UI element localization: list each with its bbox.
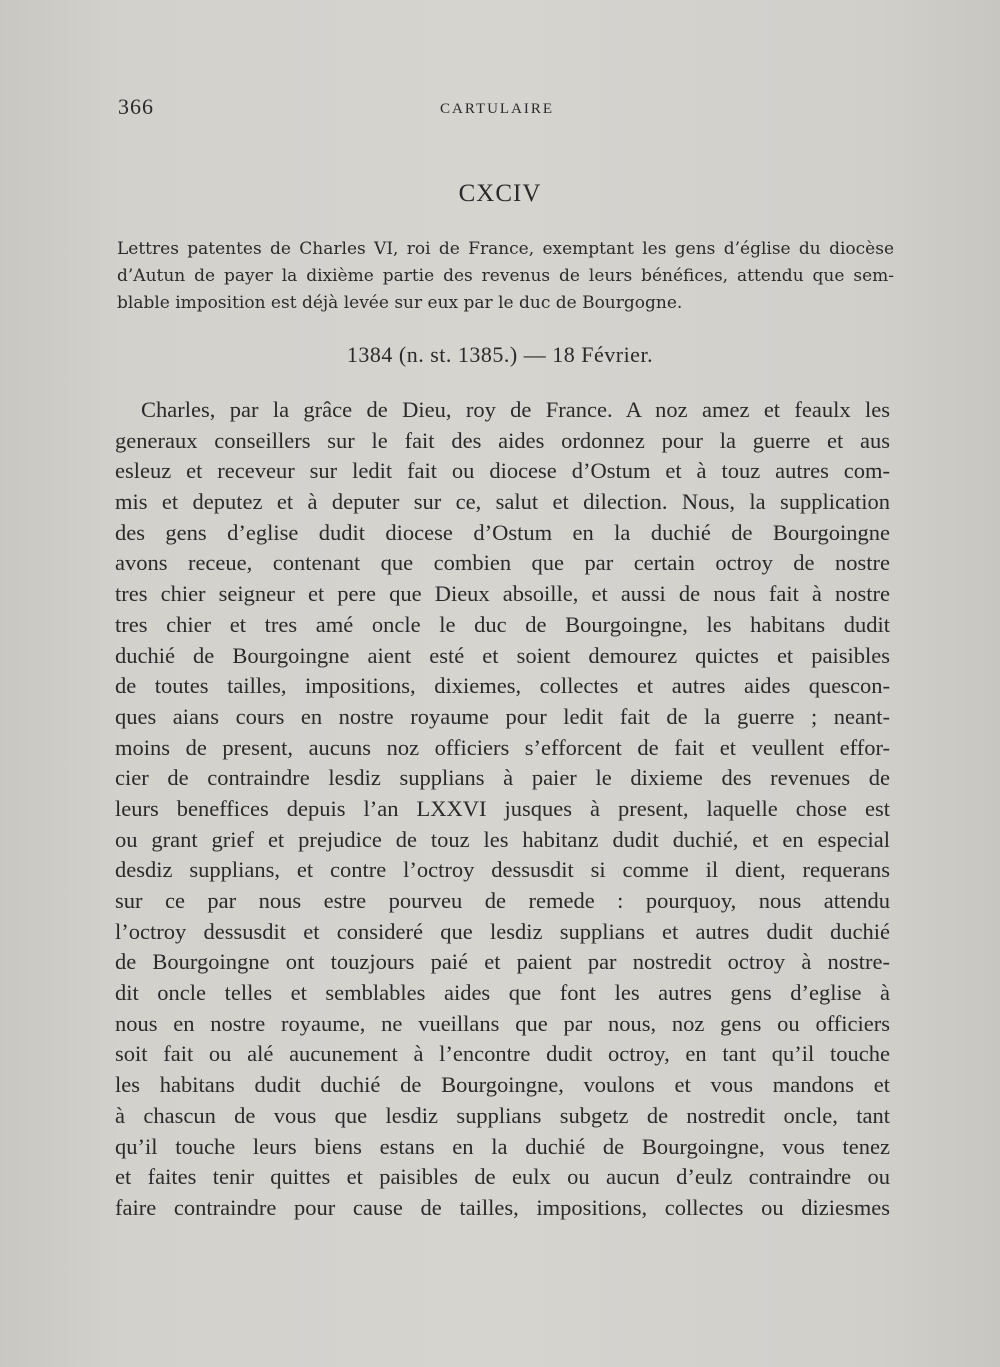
summary-line: blable imposition est déjà levée sur eux par le duc de Bourgogne.	[117, 293, 683, 313]
summary-line: d’Autun de payer la dixième partie des revenus de leurs bénéfices, attendu que sem-	[117, 266, 894, 286]
body-line: ques aians cours en nostre royaume pour ledit fait de la guerre ; neant-	[115, 703, 890, 729]
body-line: desdiz supplians, et contre l’octroy dessusdit si comme il dient, requerans	[115, 857, 890, 883]
body-line: mis et deputez et à deputer sur ce, salut et dilection. Nous, la supplication	[115, 489, 890, 515]
document-summary	[117, 236, 894, 317]
body-line: avons receue, contenant que combien que par certain octroy de nostre	[115, 550, 890, 576]
document-date: 1384 (n. st. 1385.) — 18 Février.	[346, 342, 654, 367]
body-line: Charles, par la grâce de Dieu, roy de France. A noz amez et feaulx les	[141, 397, 890, 422]
running-head: CARTULAIRE	[440, 101, 555, 117]
body-line: cier de contraindre lesdiz supplians à paier le dixieme des revenues de	[115, 765, 890, 791]
body-line: à chascun de vous que lesdiz supplians subgetz de nostredit oncle, tant	[115, 1102, 890, 1128]
document-number: CXCIV	[458, 180, 542, 207]
summary-line: Lettres patentes de Charles VI, roi de France, exemptant les gens d’église du diocèse	[117, 239, 894, 259]
body-line: les habitans dudit duchié de Bourgoingne, voulons et vous mandons et	[115, 1072, 890, 1098]
body-line: tres chier et tres amé oncle le duc de Bourgoingne, les habitans dudit	[115, 611, 890, 637]
body-line: de Bourgoingne ont touzjours paié et paient par nostredit octroy à nostre-	[115, 949, 890, 975]
body-line: esleuz et receveur sur ledit fait ou diocese d’Ostum et à touz autres com-	[115, 458, 890, 484]
body-text	[115, 395, 890, 1224]
body-line: soit fait ou alé aucunement à l’encontre dudit octroy, en tant qu’il touche	[115, 1041, 890, 1067]
page-number: 366	[118, 94, 154, 119]
body-line: dit oncle telles et semblables aides que font les autres gens d’eglise à	[115, 980, 890, 1006]
body-line: et faites tenir quittes et paisibles de eulx ou aucun d’eulz contraindre ou	[115, 1164, 890, 1190]
body-line: ou grant grief et prejudice de touz les habitanz dudit duchié, et en especial	[115, 826, 890, 852]
body-line: generaux conseillers sur le fait des aides ordonnez pour la guerre et aus	[115, 427, 890, 453]
body-line: faire contraindre pour cause de tailles, impositions, collectes ou diziesmes	[115, 1194, 890, 1220]
body-line: qu’il touche leurs biens estans en la duchié de Bourgoingne, vous tenez	[115, 1133, 890, 1159]
body-line: leurs beneffices depuis l’an LXXVI jusques à present, laquelle chose est	[115, 795, 890, 821]
body-line: l’octroy dessusdit et consideré que lesdiz supplians et autres dudit duchié	[115, 918, 890, 944]
body-line: nous en nostre royaume, ne vueillans que par nous, noz gens ou officiers	[115, 1010, 890, 1036]
body-line: moins de present, aucuns noz officiers s’efforcent de fait et veullent effor-	[115, 734, 890, 760]
body-line: des gens d’eglise dudit diocese d’Ostum en la duchié de Bourgoingne	[115, 519, 890, 545]
body-line: tres chier seigneur et pere que Dieux absoille, et aussi de nous fait à nostre	[115, 581, 890, 607]
body-line: sur ce par nous estre pourveu de remede : pourquoy, nous attendu	[115, 888, 890, 913]
body-line: duchié de Bourgoingne aient esté et soient demourez quictes et paisibles	[115, 642, 890, 668]
body-line: de toutes tailles, impositions, dixiemes, collectes et autres aides quescon-	[115, 673, 890, 699]
